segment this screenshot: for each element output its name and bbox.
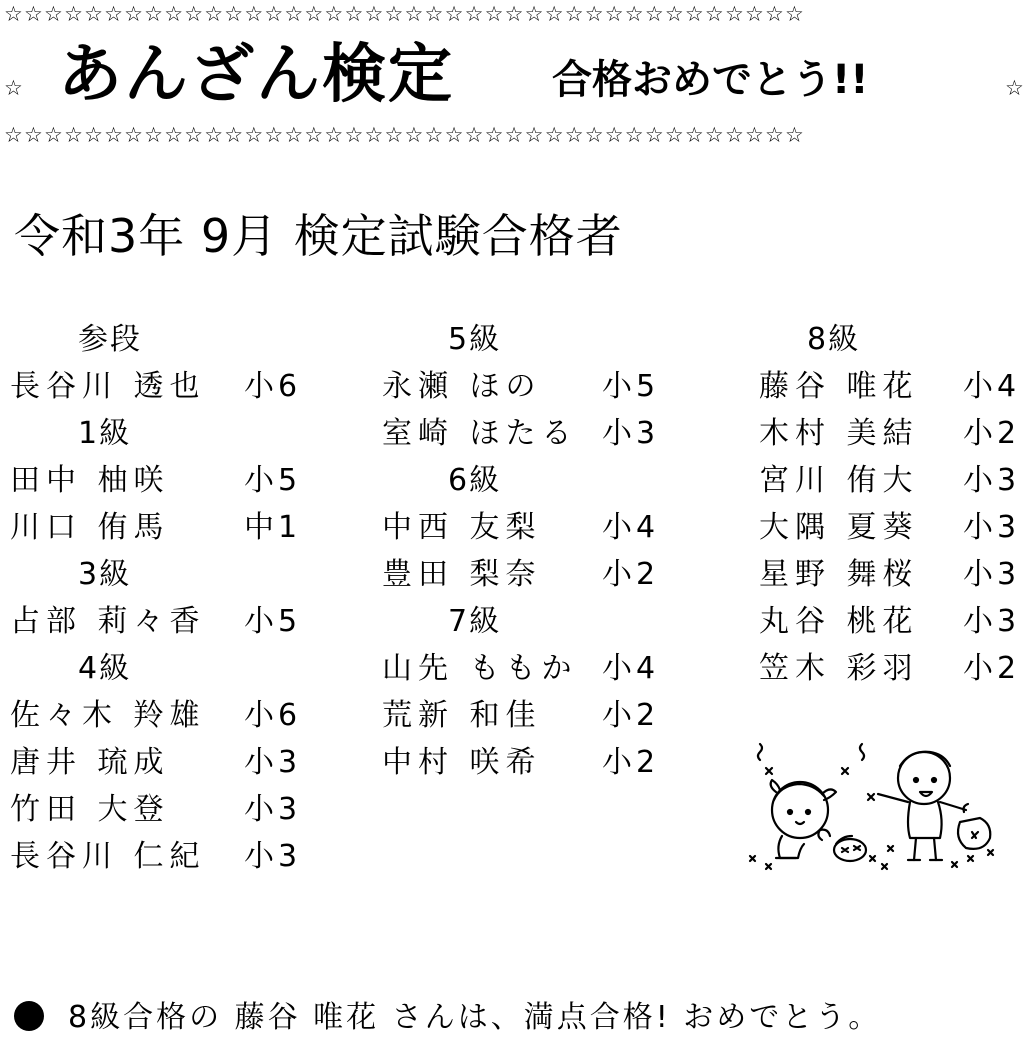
passer-name: 田中 柚咲: [10, 463, 170, 498]
passer-row: [370, 551, 700, 598]
passer-school-year: 小2: [963, 416, 1021, 451]
grade-heading-row: [370, 457, 700, 504]
passer-name: 中村 咲希: [382, 745, 542, 780]
results-column-3: [745, 316, 1035, 692]
passer-school-year: 小3: [244, 792, 302, 827]
passer-row: [745, 645, 1035, 692]
passer-school-year: 中1: [244, 510, 302, 545]
passer-school-year: 小3: [244, 839, 302, 874]
passer-name: 竹田 大登: [10, 792, 170, 827]
star-icon-right: ☆: [1005, 76, 1024, 100]
bullet-icon: [14, 1001, 44, 1031]
passer-school-year: 小2: [602, 557, 660, 592]
grade-heading-row: [0, 551, 330, 598]
passer-name: 中西 友梨: [382, 510, 542, 545]
passer-row: [745, 363, 1035, 410]
passer-name: 木村 美結: [759, 416, 919, 451]
passer-row: [0, 457, 330, 504]
passer-name: 川口 侑馬: [10, 510, 170, 545]
passer-school-year: 小6: [244, 698, 302, 733]
grade-heading: 6級: [448, 463, 502, 498]
passer-school-year: 小6: [244, 369, 302, 404]
passer-row: [370, 645, 700, 692]
grade-heading: 1級: [78, 416, 132, 451]
passer-name: 室崎 ほたる: [382, 416, 578, 451]
passer-name: 笠木 彩羽: [759, 651, 919, 686]
grade-heading: 4級: [78, 651, 132, 686]
passer-row: [370, 692, 700, 739]
passer-name: 宮川 侑大: [759, 463, 919, 498]
results-column-1: [0, 316, 330, 880]
passer-school-year: 小5: [602, 369, 660, 404]
passer-school-year: 小3: [963, 557, 1021, 592]
passer-row: [0, 504, 330, 551]
passer-name: 大隅 夏葵: [759, 510, 919, 545]
grade-heading-row: [370, 598, 700, 645]
grade-heading-row: [0, 645, 330, 692]
passer-school-year: 小3: [963, 463, 1021, 498]
grade-heading: 5級: [448, 322, 502, 357]
passer-school-year: 小2: [602, 698, 660, 733]
grade-heading: 8級: [807, 322, 861, 357]
passer-name: 長谷川 仁紀: [10, 839, 206, 874]
passer-school-year: 小5: [244, 604, 302, 639]
passer-row: [370, 739, 700, 786]
grade-heading-row: [745, 316, 1035, 363]
passer-row: [0, 786, 330, 833]
passer-school-year: 小3: [244, 745, 302, 780]
passer-row: [0, 363, 330, 410]
passer-school-year: 小3: [963, 604, 1021, 639]
passer-school-year: 小4: [963, 369, 1021, 404]
passer-name: 長谷川 透也: [10, 369, 206, 404]
note-text: 8級合格の 藤谷 唯花 さんは、満点合格! おめでとう。: [68, 1000, 882, 1035]
passer-row: [0, 833, 330, 880]
banner-title: あんざん検定: [58, 38, 454, 112]
passer-row: [745, 598, 1035, 645]
passer-row: [370, 504, 700, 551]
grade-heading-row: [0, 316, 330, 363]
passer-row: [745, 457, 1035, 504]
passer-name: 占部 莉々香: [10, 604, 206, 639]
grade-heading: 7級: [448, 604, 502, 639]
passer-school-year: 小3: [602, 416, 660, 451]
passer-row: [745, 410, 1035, 457]
grade-heading: 参段: [78, 322, 142, 357]
passer-school-year: 小2: [602, 745, 660, 780]
passer-school-year: 小4: [602, 510, 660, 545]
results-column-2: [370, 316, 700, 786]
passer-school-year: 小2: [963, 651, 1021, 686]
passer-name: 丸谷 桃花: [759, 604, 919, 639]
passer-row: [745, 504, 1035, 551]
star-border-bottom: ☆☆☆☆☆☆☆☆☆☆☆☆☆☆☆☆☆☆☆☆☆☆☆☆☆☆☆☆☆☆☆☆☆☆☆☆☆☆☆☆: [4, 123, 806, 147]
passer-name: 佐々木 羚雄: [10, 698, 206, 733]
passer-row: [0, 598, 330, 645]
banner-subtitle: 合格おめでとう!!: [552, 57, 869, 103]
grade-heading: 3級: [78, 557, 132, 592]
passer-name: 唐井 琉成: [10, 745, 170, 780]
grade-heading-row: [370, 316, 700, 363]
passer-row: [0, 692, 330, 739]
passer-name: 星野 舞桜: [759, 557, 919, 592]
passer-school-year: 小5: [244, 463, 302, 498]
passer-name: 永瀬 ほの: [382, 369, 542, 404]
passer-row: [745, 551, 1035, 598]
passer-school-year: 小3: [963, 510, 1021, 545]
page-heading: 令和3年 9月 検定試験合格者: [14, 209, 623, 263]
children-with-clover-bags-illustration: [742, 738, 1012, 878]
grade-heading-row: [0, 410, 330, 457]
star-icon-left: ☆: [4, 76, 23, 100]
passer-row: [0, 739, 330, 786]
passer-row: [370, 410, 700, 457]
passer-row: [370, 363, 700, 410]
star-border-top: ☆☆☆☆☆☆☆☆☆☆☆☆☆☆☆☆☆☆☆☆☆☆☆☆☆☆☆☆☆☆☆☆☆☆☆☆☆☆☆☆: [4, 2, 806, 26]
passer-name: 荒新 和佳: [382, 698, 542, 733]
passer-name: 山先 ももか: [382, 651, 578, 686]
congratulations-note: [14, 994, 881, 1042]
passer-name: 豊田 梨奈: [382, 557, 542, 592]
passer-school-year: 小4: [602, 651, 660, 686]
passer-name: 藤谷 唯花: [759, 369, 919, 404]
